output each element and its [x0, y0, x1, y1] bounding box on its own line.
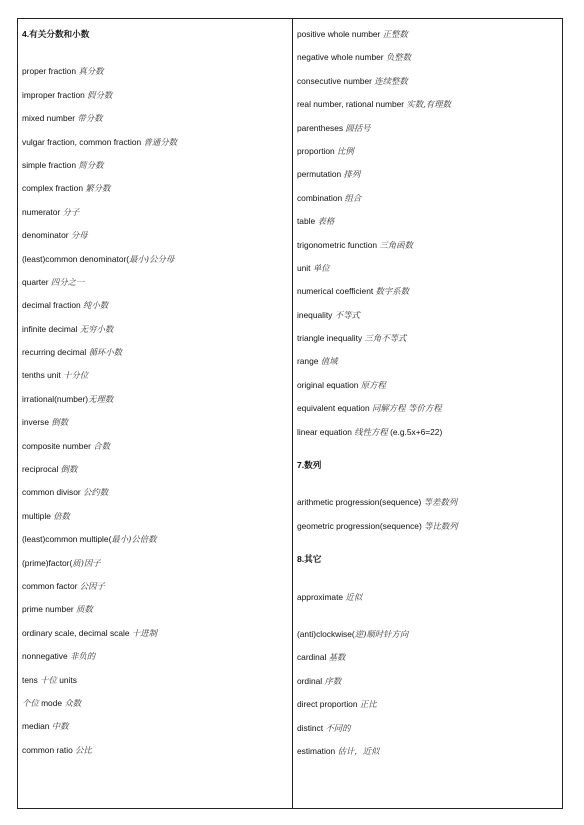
term-chinese: 估计，近似: [337, 745, 380, 756]
glossary-entry: [22, 435, 292, 458]
term-chinese: 分子: [62, 206, 80, 217]
glossary-entry: [297, 234, 562, 257]
term-chinese: 序数: [324, 675, 342, 686]
term-chinese: 质)因子: [72, 557, 101, 568]
term-chinese: 带分数: [77, 113, 103, 124]
glossary-entry: [297, 327, 562, 350]
glossary-entry: [297, 646, 562, 669]
term-english: simple fraction: [22, 159, 79, 170]
left-column: [18, 19, 293, 808]
term-chinese: 个位: [22, 697, 39, 708]
section-heading: 4.有关分数和小数: [22, 29, 90, 39]
glossary-entry: [22, 248, 292, 271]
term-english: quarter: [22, 276, 51, 287]
glossary-entry: [22, 131, 292, 154]
term-english: equivalent equation: [296, 403, 372, 414]
term-english: tenths unit: [22, 370, 63, 381]
term-english: (prime)factor(: [22, 557, 73, 568]
term-english: composite number: [22, 440, 94, 451]
term-chinese: 公比: [75, 744, 92, 755]
term-english: numerical coefficient: [296, 286, 376, 297]
glossary-entry: [297, 23, 562, 46]
term-english: multiple: [22, 510, 54, 521]
term-english: complex fraction: [22, 183, 86, 194]
term-chinese: 合数: [93, 440, 110, 451]
term-english: direct proportion: [296, 699, 360, 710]
term-english: reciprocal: [22, 464, 61, 475]
term-english: positive whole number: [296, 29, 383, 39]
glossary-entry: [297, 280, 562, 303]
glossary-entry: [297, 693, 562, 716]
glossary-entry: [297, 740, 562, 763]
term-english: numerator: [22, 206, 63, 217]
spacer: [297, 538, 562, 548]
term-chinese: 普通分数: [143, 136, 177, 147]
glossary-entry: [22, 224, 292, 247]
term-chinese: 十分位: [62, 370, 89, 381]
term-chinese: 单位: [312, 262, 330, 273]
term-chinese: 不等式: [334, 309, 360, 320]
term-chinese: 假分数: [87, 89, 113, 100]
term-chinese: 繁分数: [85, 183, 111, 194]
section-heading: 7.数列: [296, 460, 322, 471]
term-english: permutation: [296, 169, 344, 180]
term-chinese: 十进制: [131, 627, 157, 638]
term-english: inequality: [296, 309, 335, 320]
glossary-entry: [22, 598, 292, 621]
spacer: [297, 572, 562, 586]
term-chinese: 原方程: [360, 379, 386, 390]
term-english: ordinary scale, decimal scale: [22, 627, 132, 638]
term-chinese: 数字系数: [375, 286, 409, 297]
term-english: distinct: [296, 722, 326, 733]
term-english: linear equation: [296, 426, 355, 437]
term-english: decimal fraction: [22, 300, 83, 311]
term-chinese: 实数,有理数: [406, 99, 451, 110]
right-column: [293, 19, 562, 808]
glossary-entry: [22, 645, 292, 668]
term-english: (e.g.5x+6=22): [387, 426, 443, 437]
term-english: units: [56, 674, 77, 685]
glossary-entry: [297, 421, 562, 444]
term-english: recurring decimal: [22, 347, 89, 358]
glossary-entry: [22, 60, 292, 83]
glossary-entry: [22, 177, 292, 200]
term-english: denominator: [22, 230, 71, 241]
spacer: [297, 609, 562, 623]
term-chinese: 等差数列: [423, 497, 458, 508]
term-english: real number, rational number: [296, 99, 407, 110]
term-english: unit: [296, 262, 313, 273]
term-chinese: 正比: [359, 699, 377, 710]
term-chinese: 组合: [344, 192, 362, 203]
glossary-entry: [297, 623, 562, 646]
term-english: median: [22, 721, 52, 732]
term-chinese: 公约数: [82, 487, 109, 498]
term-english: (least)common multiple(: [22, 534, 112, 545]
glossary-entry: [297, 117, 562, 140]
glossary-entry: [297, 304, 562, 327]
term-english: arithmetic progression(sequence): [296, 497, 424, 508]
term-english: proper fraction: [22, 66, 79, 77]
term-chinese: 中数: [51, 721, 69, 732]
glossary-entry: [297, 717, 562, 740]
term-english: nonnegative: [22, 651, 70, 662]
term-english: common divisor: [22, 487, 83, 498]
glossary-entry: [297, 350, 562, 373]
glossary-entry: [297, 70, 562, 93]
term-english: original equation: [296, 379, 361, 390]
term-english: ordinal: [296, 675, 325, 686]
term-english: prime number: [22, 604, 76, 615]
term-chinese: 等比数列: [424, 520, 458, 531]
term-english: geometric progression(sequence): [296, 520, 425, 531]
term-english: (anti)clockwise(: [296, 628, 355, 639]
glossary-entry: [22, 84, 292, 107]
glossary-entry: [297, 670, 562, 693]
term-chinese: 无穷小数: [79, 323, 114, 334]
term-english: combination: [296, 192, 345, 203]
term-english: triangle inequality: [296, 333, 365, 344]
term-english: range: [296, 356, 321, 367]
term-chinese: 正整数: [382, 29, 408, 39]
term-chinese: 不同的: [325, 722, 351, 733]
term-chinese: 基数: [328, 652, 346, 663]
term-english: inverse: [22, 417, 52, 428]
term-chinese: 倒数: [51, 417, 69, 428]
spacer: [22, 46, 292, 60]
glossary-entry: [22, 411, 292, 434]
term-chinese: 公因子: [79, 580, 105, 591]
term-chinese: 排列: [343, 169, 361, 180]
glossary-entry: [22, 552, 292, 575]
section-heading: 8.其它: [296, 554, 322, 565]
term-chinese: 分母: [70, 230, 88, 241]
term-chinese: 最小)公倍数: [111, 534, 157, 545]
glossary-entry: [297, 93, 562, 116]
term-chinese: 简分数: [78, 159, 104, 170]
term-chinese: 纯小数: [82, 300, 109, 311]
term-english: table: [296, 216, 318, 227]
glossary-entry: [22, 715, 292, 738]
term-chinese: 十位: [40, 674, 57, 685]
glossary-entry: [22, 505, 292, 528]
term-chinese: 倒数: [60, 464, 78, 475]
glossary-entry: [22, 364, 292, 387]
glossary-entry: [297, 163, 562, 186]
term-chinese: 非负的: [69, 651, 96, 662]
term-english: common factor: [22, 580, 80, 591]
term-chinese: 三角函数: [379, 239, 413, 250]
glossary-entry: [297, 586, 562, 609]
spacer: [297, 477, 562, 491]
term-english: proportion: [296, 145, 338, 156]
term-chinese: 质数: [76, 604, 93, 615]
glossary-entry: [22, 458, 292, 481]
term-chinese: 连续整数: [374, 75, 408, 86]
term-chinese: 圆括号: [345, 122, 371, 133]
glossary-entry: [297, 187, 562, 210]
term-english: irrational(number): [22, 393, 89, 404]
term-chinese: 近似: [345, 591, 363, 602]
spacer: [297, 444, 562, 454]
glossary-entry: [22, 341, 292, 364]
term-english: infinite decimal: [22, 323, 80, 334]
term-english: estimation: [296, 745, 338, 756]
glossary-entry: [22, 271, 292, 294]
glossary-entry: [297, 397, 562, 420]
term-english: negative whole number: [296, 52, 386, 63]
glossary-entry: [297, 46, 562, 69]
term-chinese: 线性方程: [354, 426, 388, 437]
term-chinese: 负整数: [385, 52, 412, 63]
term-english: mode: [38, 697, 65, 708]
term-english: consecutive number: [296, 75, 375, 86]
glossary-entry: [297, 374, 562, 397]
term-chinese: 倍数: [53, 510, 70, 521]
glossary-entry: [22, 669, 292, 692]
glossary-table: [17, 18, 563, 809]
glossary-entry: [22, 575, 292, 598]
term-english: cardinal: [296, 652, 329, 663]
term-english: vulgar fraction, common fraction: [22, 136, 144, 147]
term-chinese: 无理数: [88, 393, 114, 404]
glossary-entry: [22, 481, 292, 504]
term-english: trigonometric function: [296, 239, 380, 250]
glossary-entry: [22, 107, 292, 130]
term-english: mixed number: [22, 113, 78, 124]
term-chinese: 最小)公分母: [129, 253, 175, 264]
glossary-entry: [22, 388, 292, 411]
term-chinese: 真分数: [78, 66, 104, 77]
glossary-entry: [297, 491, 562, 514]
glossary-entry: [297, 210, 562, 233]
glossary-entry: [22, 739, 292, 762]
term-chinese: 众数: [64, 697, 82, 708]
glossary-entry: [297, 140, 562, 163]
term-english: tens: [22, 674, 41, 685]
term-english: common ratio: [22, 744, 76, 755]
term-english: approximate: [296, 591, 346, 602]
term-chinese: 值域: [320, 356, 338, 367]
glossary-entry: [22, 154, 292, 177]
glossary-entry: [22, 692, 292, 715]
term-chinese: 比例: [337, 145, 354, 156]
term-chinese: 四分之一: [50, 276, 85, 287]
term-chinese: 逆)顺时针方向: [354, 628, 409, 639]
glossary-entry: [297, 515, 562, 538]
term-chinese: 表格: [317, 216, 335, 227]
glossary-entry: [297, 257, 562, 280]
term-chinese: 同解方程 等价方程: [371, 403, 442, 414]
term-english: parentheses: [296, 122, 346, 133]
glossary-entry: [22, 201, 292, 224]
term-english: (least)common denominator(: [22, 253, 130, 264]
term-chinese: 三角不等式: [364, 333, 407, 344]
term-chinese: 循环小数: [88, 347, 123, 358]
glossary-entry: [22, 294, 292, 317]
term-english: improper fraction: [22, 89, 88, 100]
glossary-entry: [22, 622, 292, 645]
glossary-entry: [22, 528, 292, 551]
glossary-entry: [22, 318, 292, 341]
